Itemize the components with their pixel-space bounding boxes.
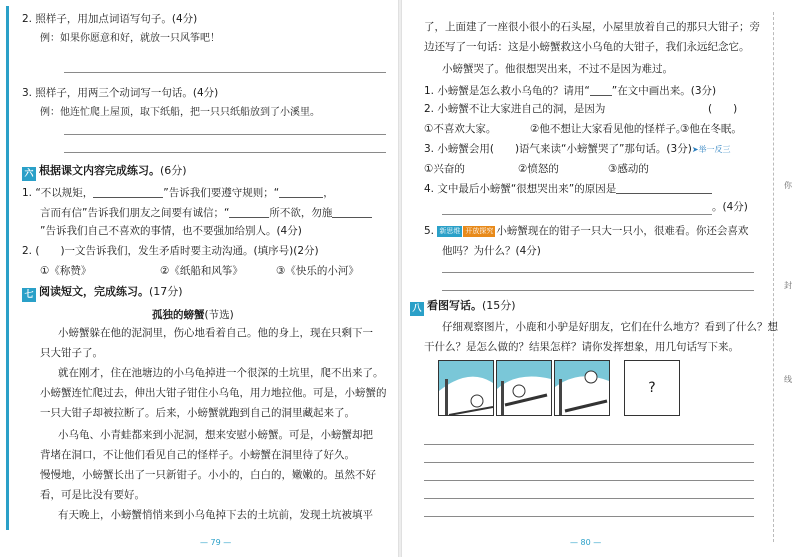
story-line: 小乌龟、小青蛙都来到小泥洞，想来安慰小螃蟹。可是，小螃蟹却把 xyxy=(58,429,373,441)
r-q2-title: 2. 小螃蟹不让大家进自己的洞，是因为 xyxy=(424,103,606,115)
r-q2-opt3[interactable]: ③他在冬眠。 xyxy=(680,123,742,135)
story-title xyxy=(152,308,234,322)
fill-blank[interactable] xyxy=(616,182,712,194)
sec6-q1-line2 xyxy=(40,206,372,220)
text: ”告诉我们要遵守规则；“ xyxy=(163,187,280,199)
left-margin-bar xyxy=(6,6,9,186)
section-title: 看图写话。 xyxy=(427,299,482,312)
fill-blank[interactable] xyxy=(229,206,269,218)
sec6-q1-line3: ”告诉我们自己不喜欢的事情，也不要强加给别人。(4分) xyxy=(40,225,302,237)
story-line: 一只大钳子却被拉断了。后来，小螃蟹就跑到自己的洞里藏起来了。 xyxy=(40,407,355,419)
section-points: (17分) xyxy=(149,285,183,298)
story-line: 看，可是比没有要好。 xyxy=(40,489,145,501)
r-q3-opt2[interactable]: ②愤怒的 xyxy=(518,163,559,175)
story-line: 就在刚才，住在池塘边的小乌龟掉进一个很深的土坑里，爬不出来了。 xyxy=(58,367,384,379)
section-points: (6分) xyxy=(160,164,187,177)
r-q5: 5. 新思维 开放探究 小螃蟹现在的钳子一只大一只小，很难看。你还会喜欢 xyxy=(424,225,749,237)
side-label: 封 xyxy=(784,281,792,290)
text: 孤独的螃蟹 xyxy=(152,309,205,321)
text: 小螃蟹现在的钳子一只大一只小，很难看。你还会喜欢 xyxy=(496,225,749,237)
q3-example: 例：他连忙爬上屋顶，取下纸船，把一只只纸船放到了小溪里。 xyxy=(40,107,320,118)
r-q5-line2: 他吗？为什么？(4分) xyxy=(442,245,541,257)
answer-line[interactable] xyxy=(424,498,754,499)
text: 3. 小螃蟹会用( )语气来读“小螃蟹哭了”那句话。(3分) xyxy=(424,143,692,155)
story-line: 了，上面建了一座很小很小的石头屋，小屋里放着自己的那只大钳子；旁 xyxy=(424,21,760,33)
text: 1. “不以规矩， xyxy=(22,187,94,199)
r-q3-opt3[interactable]: ③感动的 xyxy=(608,163,649,175)
q2-example: 例：如果你愿意和好，就放一只风筝吧！ xyxy=(40,33,220,44)
text: (节选) xyxy=(204,309,234,321)
new-thinking-tag: 新思维 xyxy=(439,227,461,235)
answer-line[interactable] xyxy=(64,134,386,135)
story-line: 小螃蟹躲在他的泥洞里，伤心地看着自己。他的身上，现在只剩下一 xyxy=(58,327,373,339)
r-q4 xyxy=(424,182,712,196)
section-badge: 七 xyxy=(22,288,36,302)
r-q3-title xyxy=(424,142,731,157)
picture-panel-4-mystery: ? xyxy=(624,360,680,416)
page-number: — 79 — xyxy=(200,538,232,547)
fill-blank[interactable] xyxy=(279,186,323,198)
section-title: 阅读短文，完成练习。 xyxy=(39,285,149,298)
page-number: — 80 — xyxy=(570,538,602,547)
story-line: 慢慢地，小螃蟹长出了一只新钳子。小小的，白白的，嫩嫩的。虽然不好 xyxy=(40,469,376,481)
deer-donkey-scene-icon xyxy=(439,361,493,415)
picture-panel-1 xyxy=(438,360,494,416)
r-q4-points: 。(4分) xyxy=(712,201,748,213)
story-line: 小螃蟹连忙爬过去，伸出大钳子钳住小乌龟，用力地拉他。可是，小螃蟹的 xyxy=(40,387,387,399)
picture-panel-3 xyxy=(554,360,610,416)
open-explore-tag: 开放探究 xyxy=(465,227,494,235)
cut-line xyxy=(773,12,774,542)
fill-blank[interactable] xyxy=(93,186,163,198)
sec8-line1: 仔细观察图片，小鹿和小驴是好朋友，它们在什么地方？看到了什么？想 xyxy=(442,321,778,333)
answer-line[interactable] xyxy=(424,480,754,481)
story-line: 小螃蟹哭了。他很想哭出来，不过不是因为难过。 xyxy=(442,63,673,75)
r-q2-opt1[interactable]: ①不喜欢大家。 xyxy=(424,123,497,135)
right-page xyxy=(400,0,800,557)
section-points: (15分) xyxy=(482,299,516,312)
sec8-line2: 干什么？是怎么做的？结果怎样？请你发挥想象，用几句话写下来。 xyxy=(424,341,739,353)
story-line: 背堵在洞口，不让他们看见自己的怪样子。小螃蟹在洞里待了好久。 xyxy=(40,449,355,461)
story-line: 边还写了一句话：这是小螃蟹救这小乌龟的大钳子，我们永远纪念它。 xyxy=(424,41,750,53)
section-7-header xyxy=(22,284,183,302)
answer-line[interactable] xyxy=(442,290,754,291)
r-q3-opt1[interactable]: ①兴奋的 xyxy=(424,163,465,175)
answer-line[interactable] xyxy=(442,272,754,273)
side-label: 你 xyxy=(784,181,792,190)
sec6-q2-title: 2. ( )一文告诉我们，发生矛盾时要主动沟通。(填序号)(2分) xyxy=(22,245,319,257)
r-q1 xyxy=(424,84,716,98)
answer-line[interactable] xyxy=(424,444,754,445)
answer-line[interactable] xyxy=(64,72,386,73)
text: 言而有信”告诉我们朋友之间要有诚信；“ xyxy=(40,207,230,219)
section-badge: 八 xyxy=(410,302,424,316)
section-title: 根据课文内容完成练习。 xyxy=(39,164,160,177)
picture-panel-2 xyxy=(496,360,552,416)
related-exercise-tag: ➤举一反三 xyxy=(691,145,731,154)
q2-title: 2. 照样子，用加点词语写句子。(4分) xyxy=(22,13,198,25)
text: 所不欲，勿施 xyxy=(269,207,333,219)
q3-title: 3. 照样子，用两三个动词写一句话。(4分) xyxy=(22,87,219,99)
sec6-q2-opt3[interactable]: ③《快乐的小河》 xyxy=(276,265,359,277)
left-margin-bar-lower xyxy=(6,160,9,530)
answer-line[interactable] xyxy=(442,214,712,215)
section-badge: 六 xyxy=(22,167,36,181)
r-q2-answer-paren[interactable]: ( ) xyxy=(708,103,738,115)
answer-line[interactable] xyxy=(64,152,386,153)
sec6-q1-line1 xyxy=(22,186,334,200)
text: ， xyxy=(323,187,334,199)
story-line: 只大钳子了。 xyxy=(40,347,103,359)
answer-line[interactable] xyxy=(424,462,754,463)
section-6-header xyxy=(22,163,187,181)
section-8-header xyxy=(410,298,516,316)
answer-line[interactable] xyxy=(424,516,754,517)
r-q2-opt2[interactable]: ②他不想让大家看见他的怪样子。 xyxy=(530,123,687,135)
seesaw-scene-icon xyxy=(497,361,551,415)
sec6-q2-opt1[interactable]: ①《称赞》 xyxy=(40,265,92,277)
fill-blank[interactable] xyxy=(332,206,372,218)
fill-blank[interactable] xyxy=(590,84,612,96)
text: ”在文中画出来。(3分) xyxy=(611,85,717,97)
side-label: 线 xyxy=(784,375,792,384)
sec6-q2-opt2[interactable]: ②《纸船和风筝》 xyxy=(160,265,243,277)
seesaw-launch-scene-icon xyxy=(555,361,609,415)
story-line: 有天晚上，小螃蟹悄悄来到小乌龟掉下去的土坑前，发现土坑被填平 xyxy=(58,509,373,521)
text: 1. 小螃蟹是怎么救小乌龟的？请用“ xyxy=(424,85,590,97)
text: 4. 文中最后小螃蟹“很想哭出来”的原因是 xyxy=(424,183,617,195)
